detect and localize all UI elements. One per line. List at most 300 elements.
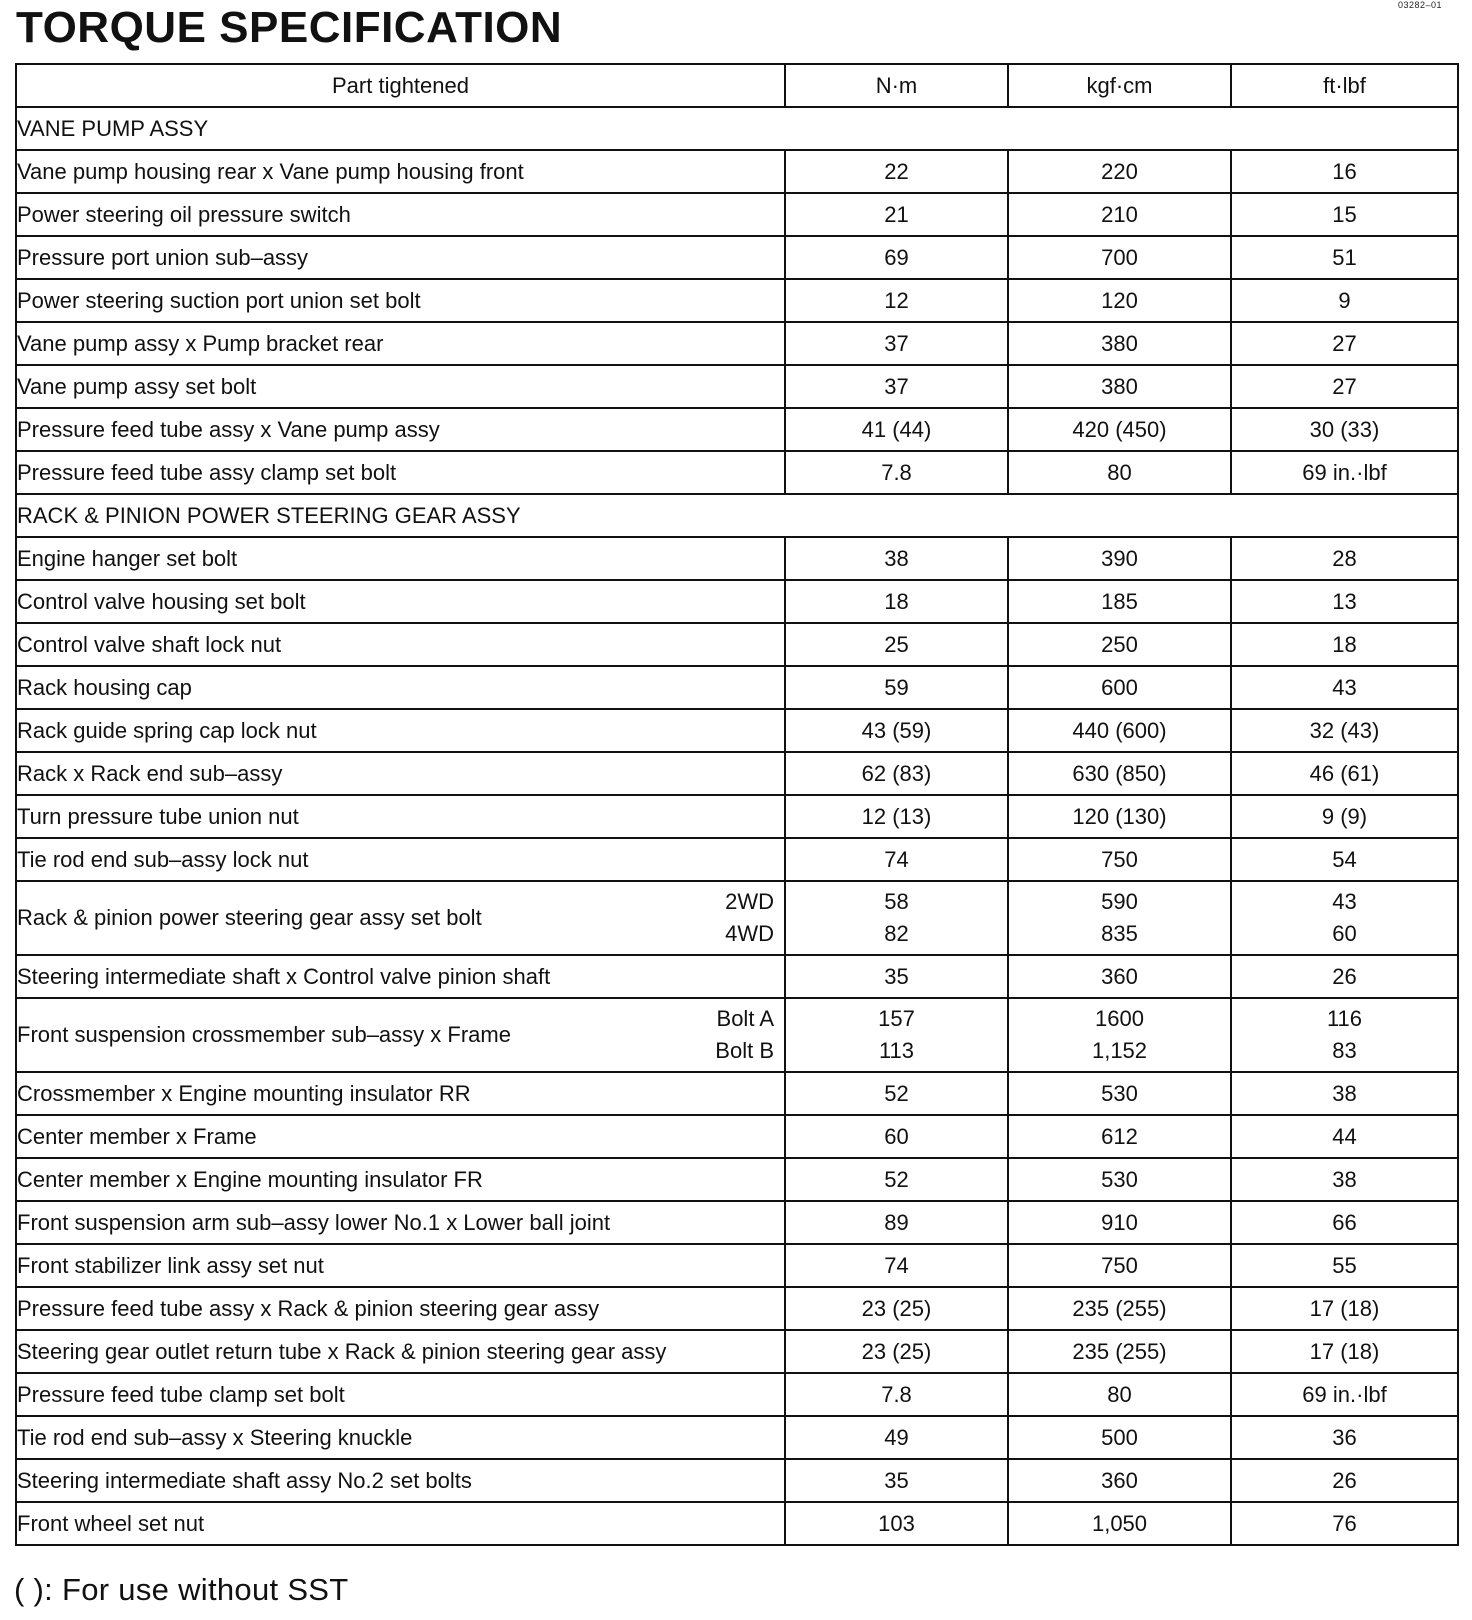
kgf-cm-value: 1,050 (1091, 1510, 1148, 1536)
kgf-cm-value-stack (1009, 199, 1230, 231)
part-cell: Rack guide spring cap lock nut (16, 709, 785, 752)
nm-value: 25 (884, 631, 909, 657)
table-row (16, 451, 1458, 494)
kgf-cm-value-cell (1008, 1416, 1231, 1459)
ft-lbf-value-stack (1232, 156, 1457, 188)
nm-value-stack (786, 801, 1007, 833)
kgf-cm-value: 235 (255) (1072, 1338, 1167, 1364)
ft-lbf-value-stack (1232, 1379, 1457, 1411)
nm-value-stack (786, 156, 1007, 188)
table-row (16, 236, 1458, 279)
ft-lbf-value: 13 (1332, 588, 1357, 614)
nm-value-cell (785, 752, 1008, 795)
nm-value-cell (785, 881, 1008, 955)
nm-value: 52 (884, 1080, 909, 1106)
nm-value-cell (785, 1072, 1008, 1115)
nm-value-stack (786, 1508, 1007, 1540)
ft-lbf-value-cell (1231, 1158, 1458, 1201)
kgf-cm-value-stack (1009, 961, 1230, 993)
part-cell: Tie rod end sub–assy lock nut (16, 838, 785, 881)
kgf-cm-value: 600 (1101, 674, 1138, 700)
kgf-cm-value: 910 (1101, 1209, 1138, 1235)
table-row (16, 1115, 1458, 1158)
nm-value-stack (786, 457, 1007, 489)
kgf-cm-value: 80 (1107, 1381, 1132, 1407)
nm-value: 52 (884, 1166, 909, 1192)
nm-value-stack (786, 1003, 1007, 1067)
part-cell: Tie rod end sub–assy x Steering knuckle (16, 1416, 785, 1459)
nm-value-stack (786, 1078, 1007, 1110)
kgf-cm-value: 530 (1101, 1166, 1138, 1192)
ft-lbf-value-stack (1232, 715, 1457, 747)
nm-value: 23 (25) (861, 1338, 932, 1364)
part-cell: Vane pump housing rear x Vane pump housing front (16, 150, 785, 193)
ft-lbf-value-cell (1231, 998, 1458, 1072)
kgf-cm-value: 210 (1101, 201, 1138, 227)
ft-lbf-value-stack (1232, 543, 1457, 575)
nm-value-cell (785, 623, 1008, 666)
table-row (16, 408, 1458, 451)
ft-lbf-value-stack (1232, 1250, 1457, 1282)
nm-value-cell (785, 537, 1008, 580)
ft-lbf-value-cell (1231, 1416, 1458, 1459)
kgf-cm-value-stack (1009, 1422, 1230, 1454)
part-name: Front suspension crossmember sub–assy x Frame (17, 1022, 511, 1047)
ft-lbf-value: 28 (1332, 545, 1357, 571)
variant-label: Bolt A (716, 1006, 774, 1031)
nm-value: 35 (884, 1467, 909, 1493)
ft-lbf-value-stack (1232, 1336, 1457, 1368)
part-cell: Turn pressure tube union nut (16, 795, 785, 838)
part-cell: Vane pump assy set bolt (16, 365, 785, 408)
nm-value: 37 (884, 373, 909, 399)
nm-value: 113 (878, 1038, 915, 1063)
nm-value: 74 (884, 1252, 909, 1278)
kgf-cm-value-cell (1008, 537, 1231, 580)
ft-lbf-value-cell (1231, 1459, 1458, 1502)
ft-lbf-value: 18 (1332, 631, 1357, 657)
ft-lbf-value: 9 (9) (1321, 803, 1368, 829)
ft-lbf-value: 32 (43) (1309, 717, 1380, 743)
nm-value-stack (786, 1465, 1007, 1497)
table-row (16, 1287, 1458, 1330)
nm-value: 82 (884, 921, 909, 946)
kgf-cm-value: 440 (600) (1072, 717, 1167, 743)
part-cell: Front stabilizer link assy set nut (16, 1244, 785, 1287)
nm-value: 23 (25) (861, 1295, 932, 1321)
ft-lbf-value-cell (1231, 1287, 1458, 1330)
ft-lbf-value: 83 (1332, 1038, 1357, 1063)
table-row (16, 1502, 1458, 1545)
kgf-cm-value: 750 (1101, 846, 1138, 872)
nm-value-stack (786, 886, 1007, 950)
kgf-cm-value-stack (1009, 285, 1230, 317)
kgf-cm-value-cell (1008, 838, 1231, 881)
ft-lbf-value-cell (1231, 1072, 1458, 1115)
kgf-cm-value-stack (1009, 1164, 1230, 1196)
nm-value-stack (786, 1379, 1007, 1411)
table-row (16, 795, 1458, 838)
part-cell: Steering gear outlet return tube x Rack & pinion steering gear assy (16, 1330, 785, 1373)
nm-value: 157 (878, 1006, 915, 1031)
nm-value-cell (785, 1502, 1008, 1545)
kgf-cm-value-cell (1008, 998, 1231, 1072)
part-name: Rack & pinion power steering gear assy set bolt (17, 905, 482, 930)
nm-value-cell (785, 795, 1008, 838)
part-cell: Rack x Rack end sub–assy (16, 752, 785, 795)
ft-lbf-value-cell (1231, 451, 1458, 494)
nm-value-cell (785, 1330, 1008, 1373)
kgf-cm-value: 220 (1101, 158, 1138, 184)
kgf-cm-value-stack (1009, 371, 1230, 403)
ft-lbf-value: 27 (1332, 330, 1357, 356)
ft-lbf-value: 66 (1332, 1209, 1357, 1235)
ft-lbf-value: 54 (1332, 846, 1357, 872)
section-row (16, 107, 1458, 150)
kgf-cm-value: 360 (1101, 1467, 1138, 1493)
nm-value: 59 (884, 674, 909, 700)
kgf-cm-value-stack (1009, 1003, 1230, 1067)
ft-lbf-value-stack (1232, 672, 1457, 704)
ft-lbf-value: 69 in.·lbf (1302, 459, 1387, 485)
kgf-cm-value: 185 (1101, 588, 1138, 614)
kgf-cm-value-cell (1008, 666, 1231, 709)
part-cell (16, 998, 785, 1072)
kgf-cm-value-cell (1008, 150, 1231, 193)
ft-lbf-value: 9 (1338, 287, 1351, 313)
torque-spec-table (15, 63, 1459, 1546)
nm-value-cell (785, 1416, 1008, 1459)
table-row (16, 580, 1458, 623)
kgf-cm-value-stack (1009, 156, 1230, 188)
kgf-cm-value-cell (1008, 1072, 1231, 1115)
nm-value-stack (786, 1164, 1007, 1196)
nm-value-stack (786, 1422, 1007, 1454)
ft-lbf-value-stack (1232, 1164, 1457, 1196)
kgf-cm-value-cell (1008, 236, 1231, 279)
ft-lbf-value: 38 (1332, 1166, 1357, 1192)
nm-value-stack (786, 629, 1007, 661)
part-cell: Center member x Engine mounting insulator FR (16, 1158, 785, 1201)
ft-lbf-value: 60 (1332, 921, 1357, 946)
ft-lbf-value-cell (1231, 881, 1458, 955)
ft-lbf-value-cell (1231, 1201, 1458, 1244)
ft-lbf-value-cell (1231, 408, 1458, 451)
ft-lbf-value: 26 (1332, 1467, 1357, 1493)
ft-lbf-value: 69 in.·lbf (1302, 1381, 1387, 1407)
part-cell: Steering intermediate shaft assy No.2 set bolts (16, 1459, 785, 1502)
ft-lbf-value-stack (1232, 285, 1457, 317)
nm-value-stack (786, 758, 1007, 790)
part-cell: Front suspension arm sub–assy lower No.1 x Lower ball joint (16, 1201, 785, 1244)
nm-value-stack (786, 371, 1007, 403)
document-code: 03282–01 (1397, 0, 1442, 10)
nm-value: 18 (884, 588, 909, 614)
part-cell: Rack housing cap (16, 666, 785, 709)
ft-lbf-value-stack (1232, 1003, 1457, 1067)
kgf-cm-value-cell (1008, 1115, 1231, 1158)
nm-value-cell (785, 1158, 1008, 1201)
nm-value: 12 (13) (861, 803, 932, 829)
kgf-cm-value-stack (1009, 328, 1230, 360)
kgf-cm-value: 700 (1101, 244, 1138, 270)
nm-value: 12 (884, 287, 909, 313)
part-cell-content (17, 1003, 784, 1067)
kgf-cm-value-stack (1009, 242, 1230, 274)
ft-lbf-value-stack (1232, 1293, 1457, 1325)
kgf-cm-value-cell (1008, 623, 1231, 666)
ft-lbf-value-cell (1231, 537, 1458, 580)
part-cell: Steering intermediate shaft x Control valve pinion shaft (16, 955, 785, 998)
nm-value: 41 (44) (861, 416, 932, 442)
nm-value-stack (786, 285, 1007, 317)
nm-value-cell (785, 365, 1008, 408)
ft-lbf-value-stack (1232, 1121, 1457, 1153)
variant-label: 4WD (725, 921, 774, 946)
kgf-cm-value: 630 (850) (1072, 760, 1167, 786)
kgf-cm-value-cell (1008, 193, 1231, 236)
nm-value-stack (786, 715, 1007, 747)
table-row (16, 955, 1458, 998)
kgf-cm-value-stack (1009, 758, 1230, 790)
nm-value-cell (785, 1373, 1008, 1416)
nm-value-cell (785, 666, 1008, 709)
ft-lbf-value-cell (1231, 580, 1458, 623)
section-heading: RACK & PINION POWER STEERING GEAR ASSY (16, 494, 1458, 537)
nm-value-cell (785, 1459, 1008, 1502)
ft-lbf-value: 116 (1326, 1006, 1363, 1031)
kgf-cm-value-stack (1009, 715, 1230, 747)
header-kgf-cm: kgf·cm (1008, 64, 1231, 107)
variant-label: 2WD (725, 889, 774, 914)
nm-value-stack (786, 844, 1007, 876)
nm-value-cell (785, 580, 1008, 623)
kgf-cm-value: 835 (1101, 921, 1138, 946)
ft-lbf-value-cell (1231, 365, 1458, 408)
kgf-cm-value-stack (1009, 543, 1230, 575)
table-row (16, 193, 1458, 236)
kgf-cm-value: 1,152 (1091, 1038, 1148, 1063)
nm-value: 103 (878, 1510, 915, 1536)
kgf-cm-value-cell (1008, 709, 1231, 752)
ft-lbf-value: 17 (18) (1309, 1338, 1380, 1364)
table-row (16, 1459, 1458, 1502)
ft-lbf-value: 27 (1332, 373, 1357, 399)
kgf-cm-value-cell (1008, 1244, 1231, 1287)
kgf-cm-value-stack (1009, 1250, 1230, 1282)
ft-lbf-value-stack (1232, 1465, 1457, 1497)
ft-lbf-value: 76 (1332, 1510, 1357, 1536)
nm-value-stack (786, 199, 1007, 231)
kgf-cm-value-stack (1009, 886, 1230, 950)
ft-lbf-value-stack (1232, 1078, 1457, 1110)
nm-value-cell (785, 236, 1008, 279)
kgf-cm-value-cell (1008, 795, 1231, 838)
nm-value: 21 (884, 201, 909, 227)
kgf-cm-value-cell (1008, 580, 1231, 623)
nm-value: 58 (884, 889, 909, 914)
part-cell: Control valve housing set bolt (16, 580, 785, 623)
ft-lbf-value-cell (1231, 1330, 1458, 1373)
nm-value: 89 (884, 1209, 909, 1235)
kgf-cm-value-cell (1008, 1201, 1231, 1244)
ft-lbf-value-cell (1231, 1244, 1458, 1287)
ft-lbf-value-cell (1231, 1115, 1458, 1158)
ft-lbf-value-stack (1232, 1422, 1457, 1454)
kgf-cm-value-stack (1009, 1078, 1230, 1110)
kgf-cm-value-cell (1008, 408, 1231, 451)
kgf-cm-value-stack (1009, 801, 1230, 833)
part-cell: Vane pump assy x Pump bracket rear (16, 322, 785, 365)
part-cell: Pressure feed tube clamp set bolt (16, 1373, 785, 1416)
ft-lbf-value: 17 (18) (1309, 1295, 1380, 1321)
nm-value-cell (785, 1287, 1008, 1330)
part-cell: Pressure port union sub–assy (16, 236, 785, 279)
kgf-cm-value-stack (1009, 1121, 1230, 1153)
part-cell-content (17, 886, 784, 950)
table-row (16, 365, 1458, 408)
nm-value-cell (785, 1244, 1008, 1287)
nm-value-stack (786, 961, 1007, 993)
kgf-cm-value-stack (1009, 672, 1230, 704)
kgf-cm-value-cell (1008, 1158, 1231, 1201)
ft-lbf-value-cell (1231, 838, 1458, 881)
ft-lbf-value-cell (1231, 150, 1458, 193)
ft-lbf-value: 43 (1332, 889, 1357, 914)
nm-value: 62 (83) (861, 760, 932, 786)
ft-lbf-value-cell (1231, 322, 1458, 365)
variant-label: Bolt B (715, 1038, 774, 1063)
part-cell (16, 881, 785, 955)
nm-value: 49 (884, 1424, 909, 1450)
kgf-cm-value: 235 (255) (1072, 1295, 1167, 1321)
table-row (16, 752, 1458, 795)
kgf-cm-value: 380 (1101, 373, 1138, 399)
variant-labels (715, 1003, 774, 1067)
nm-value: 37 (884, 330, 909, 356)
ft-lbf-value: 26 (1332, 963, 1357, 989)
kgf-cm-value-stack (1009, 586, 1230, 618)
kgf-cm-value-cell (1008, 451, 1231, 494)
ft-lbf-value: 44 (1332, 1123, 1357, 1149)
ft-lbf-value-cell (1231, 1502, 1458, 1545)
kgf-cm-value: 380 (1101, 330, 1138, 356)
ft-lbf-value-stack (1232, 586, 1457, 618)
kgf-cm-value-stack (1009, 1465, 1230, 1497)
table-row (16, 1158, 1458, 1201)
kgf-cm-value-stack (1009, 844, 1230, 876)
section-heading: VANE PUMP ASSY (16, 107, 1458, 150)
table-row (16, 881, 1458, 955)
nm-value-stack (786, 1250, 1007, 1282)
table-row (16, 1330, 1458, 1373)
kgf-cm-value: 390 (1101, 545, 1138, 571)
ft-lbf-value: 16 (1332, 158, 1357, 184)
nm-value-cell (785, 709, 1008, 752)
nm-value-cell (785, 1115, 1008, 1158)
ft-lbf-value-stack (1232, 629, 1457, 661)
ft-lbf-value: 51 (1332, 244, 1357, 270)
nm-value: 7.8 (881, 1381, 912, 1407)
nm-value-stack (786, 242, 1007, 274)
kgf-cm-value: 360 (1101, 963, 1138, 989)
part-cell: Front wheel set nut (16, 1502, 785, 1545)
nm-value-cell (785, 193, 1008, 236)
table-row (16, 537, 1458, 580)
nm-value-stack (786, 328, 1007, 360)
nm-value-cell (785, 322, 1008, 365)
table-row (16, 1244, 1458, 1287)
table-row (16, 623, 1458, 666)
part-cell: Engine hanger set bolt (16, 537, 785, 580)
kgf-cm-value-stack (1009, 1336, 1230, 1368)
kgf-cm-value: 612 (1101, 1123, 1138, 1149)
kgf-cm-value-cell (1008, 1459, 1231, 1502)
kgf-cm-value-cell (1008, 322, 1231, 365)
ft-lbf-value-stack (1232, 1508, 1457, 1540)
nm-value-stack (786, 1207, 1007, 1239)
kgf-cm-value-cell (1008, 955, 1231, 998)
ft-lbf-value-cell (1231, 236, 1458, 279)
ft-lbf-value-stack (1232, 758, 1457, 790)
nm-value-stack (786, 414, 1007, 446)
ft-lbf-value: 46 (61) (1309, 760, 1380, 786)
ft-lbf-value-stack (1232, 414, 1457, 446)
nm-value-stack (786, 672, 1007, 704)
nm-value-cell (785, 1201, 1008, 1244)
kgf-cm-value: 530 (1101, 1080, 1138, 1106)
kgf-cm-value: 80 (1107, 459, 1132, 485)
table-body (16, 107, 1458, 1545)
ft-lbf-value-cell (1231, 1373, 1458, 1416)
nm-value: 22 (884, 158, 909, 184)
ft-lbf-value-stack (1232, 371, 1457, 403)
nm-value-cell (785, 838, 1008, 881)
ft-lbf-value-cell (1231, 955, 1458, 998)
nm-value-stack (786, 586, 1007, 618)
nm-value: 7.8 (881, 459, 912, 485)
kgf-cm-value-cell (1008, 365, 1231, 408)
ft-lbf-value-cell (1231, 709, 1458, 752)
part-cell: Center member x Frame (16, 1115, 785, 1158)
table-row (16, 1072, 1458, 1115)
nm-value-cell (785, 279, 1008, 322)
kgf-cm-value-cell (1008, 1373, 1231, 1416)
ft-lbf-value: 30 (33) (1309, 416, 1380, 442)
nm-value-cell (785, 451, 1008, 494)
kgf-cm-value: 120 (1101, 287, 1138, 313)
nm-value-cell (785, 150, 1008, 193)
part-cell: Power steering suction port union set bolt (16, 279, 785, 322)
nm-value-cell (785, 998, 1008, 1072)
part-cell: Power steering oil pressure switch (16, 193, 785, 236)
ft-lbf-value-stack (1232, 886, 1457, 950)
nm-value-stack (786, 1293, 1007, 1325)
table-header-row (16, 64, 1458, 107)
kgf-cm-value-stack (1009, 414, 1230, 446)
part-cell: Pressure feed tube assy clamp set bolt (16, 451, 785, 494)
kgf-cm-value-stack (1009, 629, 1230, 661)
kgf-cm-value: 420 (450) (1072, 416, 1167, 442)
ft-lbf-value-cell (1231, 752, 1458, 795)
nm-value-cell (785, 955, 1008, 998)
header-ft-lbf: ft·lbf (1231, 64, 1458, 107)
kgf-cm-value: 1600 (1095, 1006, 1144, 1031)
nm-value: 35 (884, 963, 909, 989)
ft-lbf-value: 55 (1332, 1252, 1357, 1278)
ft-lbf-value: 38 (1332, 1080, 1357, 1106)
ft-lbf-value-cell (1231, 193, 1458, 236)
